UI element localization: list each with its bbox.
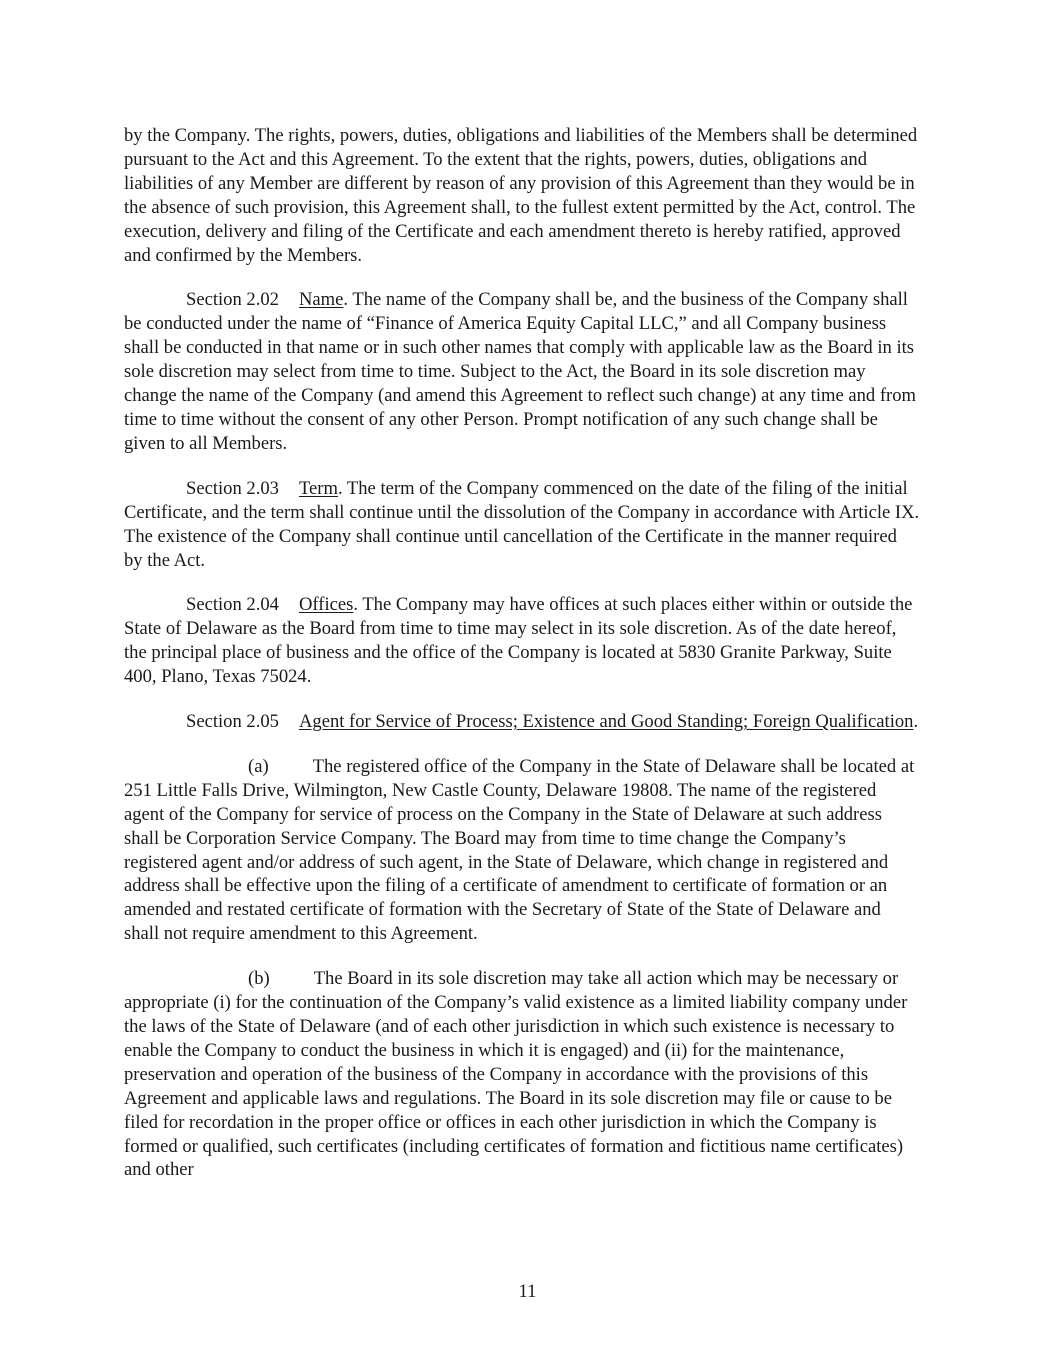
section-number: Section 2.03 [186, 477, 279, 499]
section-body: . The Company may have offices at such places either within or outside the State of Delaware as the Board from time to time may select in its sole discretion. As of the date hereof, the principal place of business and the office of the Company is located at 5830 Granite Parkway, Suite 400, Plano, Texas 75024. [124, 594, 913, 688]
section-heading: Name [298, 289, 344, 311]
subsection-label: (a) [248, 755, 269, 777]
subsection-body: The Board in its sole discretion may take all action which may be necessary or appropriate (i) for the continuation of the Company’s valid existence as a limited liability company under the laws of the State of Delaware (and of each other jurisdiction in which such existence is necessary to enable the Company to conduct the business in which it is engaged) and (ii) for the maintenance, preservation and operation of the business of the Company in accordance with the provisions of this Agreement and applicable laws and regulations. The Board in its sole discretion may file or cause to be filed for recordation in the proper office or offices in each other jurisdiction in which the Company is formed or qualified, such certificates (including certificates of formation and fictitious name certificates) and other [124, 968, 908, 1181]
subsection-label: (b) [248, 968, 270, 990]
section-body: . The term of the Company commenced on the date of the filing of the initial Certificate, and the term shall continue until the dissolution of the Company in accordance with Article IX. The existence of the Company shall continue until cancellation of the Certificate in the manner required by the Act. [124, 477, 920, 571]
page-number: 11 [518, 1281, 537, 1302]
section-2-02 [124, 288, 920, 455]
section-heading: Agent for Service of Process; Existence and Good Standing; Foreign Qualification [298, 711, 914, 733]
subsection-a [124, 755, 920, 946]
subsection-b [124, 967, 920, 1182]
subsection-body: The registered office of the Company in the State of Delaware shall be located at 251 Little Falls Drive, Wilmington, New Castle County, Delaware 19808. The name of the registered agent of the Company for service of process on the Company in the State of Delaware at such address shall be Corporation Service Company. The Board may from time to time change the Company’s registered agent and/or address of such agent, in the State of Delaware, which change in registered and address shall be effective upon the filing of a certificate of amendment to certificate of formation or an amended and restated certificate of formation with the Secretary of State of the State of Delaware and shall not require amendment to this Agreement. [124, 755, 915, 945]
opening-paragraph: by the Company. The rights, powers, duties, obligations and liabilities of the Members shall be determined pursuant to the Act and this Agreement. To the extent that the rights, powers, duties, obligations and liabilities of any Member are different by reason of any provision of this Agreement than they would be in the absence of such provision, this Agreement shall, to the fullest extent permitted by the Act, control. The execution, delivery and filing of the Certificate and each amendment thereto is hereby ratified, approved and confirmed by the Members. [124, 125, 918, 266]
section-heading: Term [298, 477, 338, 499]
section-heading: Offices [298, 594, 354, 616]
section-body: . The name of the Company shall be, and the business of the Company shall be conducted under the name of “Finance of America Equity Capital LLC,” and all Company business shall be conducted in that name or in such other names that comply with applicable law as the Board in its sole discretion may select from time to time. Subject to the Act, the Board in its sole discretion may change the name of the Company (and amend this Agreement to reflect such change) at any time and from time to time without the consent of any other Person. Prompt notification of any such change shall be given to all Members. [124, 289, 917, 454]
section-2-04 [124, 593, 920, 689]
section-2-05 [124, 710, 920, 734]
document-page [124, 124, 920, 1203]
section-number: Section 2.02 [186, 289, 279, 311]
section-number: Section 2.05 [186, 711, 279, 733]
section-body: . [913, 711, 919, 733]
section-2-03 [124, 477, 920, 573]
section-number: Section 2.04 [186, 594, 279, 616]
